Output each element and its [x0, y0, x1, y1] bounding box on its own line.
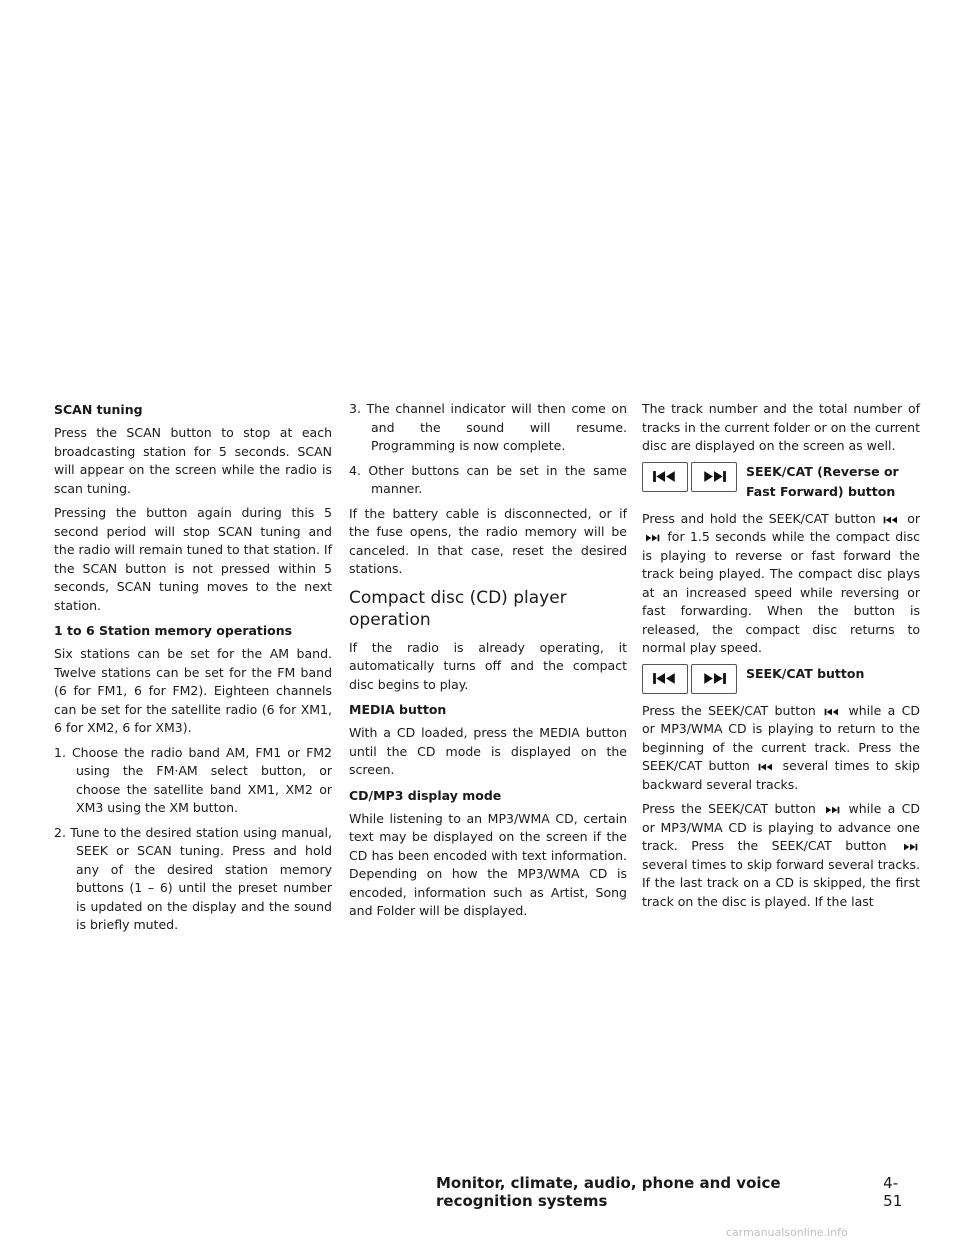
skip-back-icon	[758, 762, 774, 772]
hold-text-c: for 1.5 seconds while the compact disc is playing to reverse or fast forward the track being played. The compact disc plays at an increased speed while reversing or fast forwarding. When the button is released, the compact disc returns to normal play speed.	[642, 529, 920, 655]
cd-player-paragraph: If the radio is already operating, it automatically turns off and the compact disc begins to play.	[349, 639, 627, 692]
hold-seek-paragraph	[642, 510, 920, 658]
mp3-display-heading: CD/MP3 display mode	[349, 787, 502, 803]
seek-back-paragraph	[642, 702, 920, 795]
page-number: 4-51	[883, 1174, 903, 1210]
seek-rev-ff-label: SEEK/CAT (Reverse or Fast Forward) button	[746, 463, 899, 499]
station-memory-paragraph: Six stations can be set for the AM band. Twelve stations can be set for the FM band (6 for FM1, 6 for FM2). Eighteen channels can be set for the satellite radio (6 for XM1, 6 for XM2, 6 for XM3).	[54, 646, 332, 735]
back-text-c: several times to skip backward several tracks.	[642, 758, 920, 792]
column-middle	[349, 400, 627, 927]
skip-back-icon	[824, 707, 840, 717]
page-footer	[436, 1174, 912, 1210]
skip-forward-icon	[691, 462, 737, 492]
seek-rev-ff-button-figure	[642, 462, 920, 502]
back-text-b: while a CD or MP3/WMA CD is playing to return to the beginning of the current track. Press the SEEK/CAT button	[642, 702, 920, 773]
scan-tuning-heading: SCAN tuning	[54, 402, 143, 417]
memory-step-4: 4. Other buttons can be set in the same manner.	[349, 462, 627, 496]
column-left	[54, 400, 332, 941]
memory-step-3: 3. The channel indicator will then come on and the sound will resume. Programming is now complete.	[349, 401, 627, 453]
station-memory-heading: 1 to 6 Station memory operations	[54, 623, 293, 638]
mp3-display-paragraph: While listening to an MP3/WMA CD, certain text may be displayed on the screen if the CD has been encoded with text information. Depending on how the MP3/WMA CD is encoded, information such as Artist, Song and Folder will be displayed.	[349, 810, 627, 918]
scan-paragraph-1: Press the SCAN button to stop at each broadcasting station for 5 seconds. SCAN will appear on the screen while the radio is scan tuning.	[54, 425, 332, 496]
skip-forward-icon	[691, 664, 737, 694]
hold-text-a: Press and hold the SEEK/CAT button	[642, 510, 876, 526]
seek-forward-paragraph	[642, 800, 920, 911]
scan-paragraph-2: Pressing the button again during this 5 second period will stop SCAN tuning and the radio will remain tuned to that station. If the SCAN button is not pressed within 5 seconds, SCAN tuning moves to the next station.	[54, 505, 332, 613]
media-button-heading: MEDIA button	[349, 702, 447, 717]
skip-back-icon	[642, 664, 688, 694]
skip-forward-icon	[644, 533, 660, 543]
seek-label: SEEK/CAT button	[746, 665, 865, 681]
fwd-text-a: Press the SEEK/CAT button	[642, 801, 816, 816]
fwd-text-c: several times to skip forward several tracks. If the last track on a CD is skipped, the first track on the disc is played. If the last	[642, 856, 920, 909]
fwd-text-b: while a CD or MP3/WMA CD is playing to advance one track. Press the SEEK/CAT button	[642, 801, 920, 853]
media-button-paragraph: With a CD loaded, press the MEDIA button until the CD mode is displayed on the screen.	[349, 725, 627, 777]
skip-forward-icon	[824, 805, 840, 815]
cd-player-heading: Compact disc (CD) player operation	[349, 587, 567, 630]
memory-step-1: 1. Choose the radio band AM, FM1 or FM2 using the FM·AM select button, or choose the satellite band XM1, XM2 or XM3 using the XM button.	[54, 744, 332, 815]
memory-steps-list	[54, 744, 332, 935]
skip-back-icon	[883, 515, 899, 525]
watermark: carmanualsonline.info	[726, 1226, 848, 1239]
skip-forward-icon	[902, 842, 918, 852]
skip-back-icon	[642, 462, 688, 492]
back-text-a: Press the SEEK/CAT button	[642, 702, 816, 718]
seek-button-figure	[642, 664, 920, 694]
section-title: Monitor, climate, audio, phone and voice recognition systems	[436, 1174, 781, 1210]
hold-text-b: or	[907, 510, 920, 526]
memory-step-2: 2. Tune to the desired station using manual, SEEK or SCAN tuning. Press and hold any of the desired station memory buttons (1 – 6) until the preset number is updated on the display and the sound is briefly muted.	[54, 824, 332, 932]
track-paragraph: The track number and the total number of tracks in the current folder or on the current disc are displayed on the screen as well.	[642, 401, 920, 453]
memory-steps-list-cont	[349, 400, 627, 499]
battery-paragraph: If the battery cable is disconnected, or if the fuse opens, the radio memory will be canceled. In that case, reset the desired stations.	[349, 505, 627, 576]
column-right	[642, 400, 920, 917]
